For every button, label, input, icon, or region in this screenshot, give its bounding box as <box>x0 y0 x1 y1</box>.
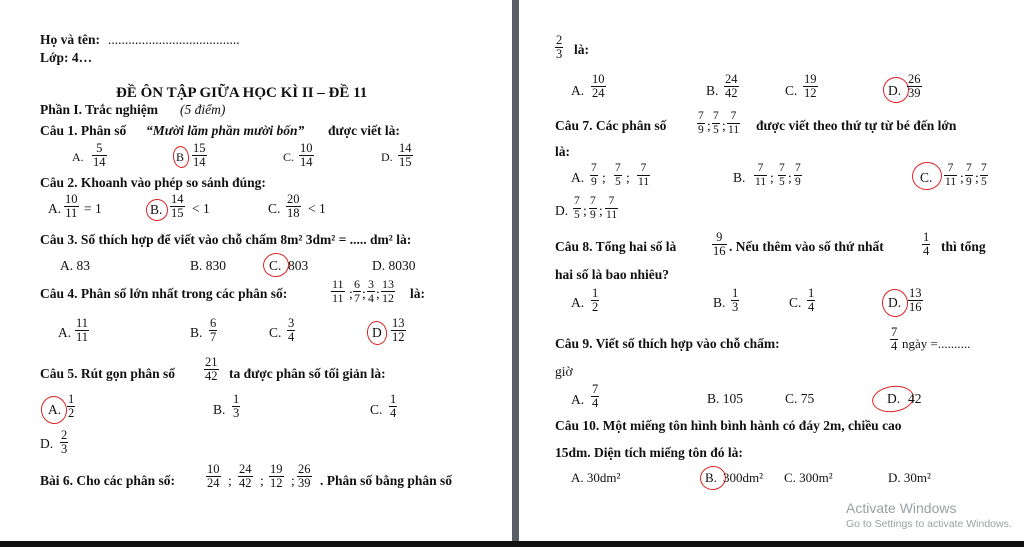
q4-option-c-label: C. <box>269 325 282 340</box>
q7-option-d-fraction-1: 7 5 <box>574 195 580 221</box>
q8-fraction-2: 1 4 <box>923 230 930 258</box>
q7-option-a-fraction-3: 7 11 <box>638 162 650 188</box>
q7-text-line2: là: <box>555 144 570 159</box>
q6-option-a-label: A. <box>571 83 585 98</box>
q7-text-post: được viết theo thứ tự từ bé đến lớn <box>756 118 957 133</box>
q10-text-line1: Câu 10. Một miếng tôn hình bình hành có đáy 2m, chiều cao <box>555 418 902 433</box>
q1-option-b-fraction: 15 14 <box>193 141 206 169</box>
q7-option-a-label: A. <box>571 170 585 185</box>
q5-option-d-fraction: 2 3 <box>61 428 68 456</box>
q4-option-a-label: A. <box>58 325 72 340</box>
q8-option-c-fraction: 1 4 <box>808 286 815 314</box>
activate-windows-title: Activate Windows <box>846 500 957 516</box>
q10-option-d: D. 30m² <box>888 470 931 485</box>
q7-option-d-fraction-3: 7 11 <box>606 195 618 221</box>
q4-list-sep-1: ; <box>349 286 353 301</box>
q7-fraction-3: 7 11 <box>728 110 740 136</box>
q7-option-b-sep-1: ; <box>770 170 774 185</box>
q9-option-b: B. 105 <box>707 391 744 406</box>
q6-sep-1: ; <box>228 473 232 488</box>
q5-fraction: 21 42 <box>205 355 218 383</box>
q6-option-c-label: C. <box>785 83 798 98</box>
q4-list-fraction-3: 3 4 <box>368 277 374 305</box>
q9-option-a-label: A. <box>571 392 585 407</box>
q2-option-b-relation: < 1 <box>192 201 210 216</box>
q4-list-fraction-1: 11 11 <box>332 277 344 305</box>
q7-option-b-fraction-2: 7 5 <box>779 162 785 188</box>
q6-text-post: . Phân số bằng phân số <box>320 473 453 488</box>
q10-option-b-label: B. <box>705 470 717 485</box>
q7-option-c-fraction-2: 7 9 <box>966 162 972 188</box>
q6-sep-2: ; <box>260 473 264 488</box>
q3-option-b: B. 830 <box>190 258 227 273</box>
q7-option-b-sep-2: ; <box>788 170 792 185</box>
q4-option-c-fraction: 3 4 <box>288 316 295 344</box>
q4-text: Câu 4. Phân số lớn nhất trong các phân số: <box>40 286 288 301</box>
q8-option-c-label: C. <box>789 295 802 310</box>
q7-option-d-fraction-2: 7 9 <box>590 195 596 221</box>
q5-text-pre: Câu 5. Rút gọn phân số <box>40 366 176 381</box>
q6-cont-tail: là: <box>574 42 589 57</box>
q8-text-line2: hai số là bao nhiêu? <box>555 267 670 282</box>
name-dots: ....................................... <box>108 32 240 47</box>
q8-text-mid: . Nếu thêm vào số thứ nhất <box>729 239 884 254</box>
part1-label: Phần I. Trắc nghiệm <box>40 102 159 117</box>
q7-option-a-fraction-1: 7 9 <box>591 162 597 188</box>
q7-fraction-1: 7 9 <box>698 110 704 136</box>
q6-fraction-3: 19 12 <box>270 462 283 490</box>
q9-option-a-fraction: 7 4 <box>592 382 599 410</box>
q9-option-c: C. 75 <box>785 391 815 406</box>
q3-option-a: A. 83 <box>60 258 90 273</box>
q5-text-post: ta được phân số tối giản là: <box>229 366 386 381</box>
q6-option-a-fraction: 10 24 <box>592 72 605 100</box>
q4-option-d-label: D <box>372 325 382 340</box>
q1-option-a-fraction: 5 14 <box>93 141 106 169</box>
q1-text-post: được viết là: <box>328 123 400 138</box>
q7-option-c-sep-2: ; <box>975 170 979 185</box>
q8-option-d-label: D. <box>888 295 902 310</box>
q7-sep-2: ; <box>722 118 726 133</box>
q5-option-d-label: D. <box>40 436 54 451</box>
q8-text-post: thì tổng <box>941 239 986 254</box>
q9-option-d-value: 42 <box>908 391 922 406</box>
q3-option-c-value: 803 <box>288 258 309 273</box>
q9-fraction: 7 4 <box>891 325 898 353</box>
q5-option-a-label: A. <box>48 402 62 417</box>
q1-option-a-label: A. <box>72 150 84 164</box>
q7-option-a-sep-1: ; <box>602 170 606 185</box>
q7-option-d-label: D. <box>555 203 569 218</box>
q1-option-c-label: C. <box>283 150 295 164</box>
q6-option-c-fraction: 19 12 <box>804 72 817 100</box>
q10-option-b-value: 300dm² <box>723 470 764 485</box>
q8-option-b-label: B. <box>713 295 726 310</box>
q7-sep-1: ; <box>707 118 711 133</box>
page-title: ĐỀ ÔN TẬP GIỮA HỌC KÌ II – ĐỀ 11 <box>116 85 368 101</box>
q4-option-b-fraction: 6 7 <box>210 316 217 344</box>
q10-option-a: A. 30dm² <box>571 470 621 485</box>
q6-option-d-fraction: 26 39 <box>908 72 921 100</box>
q8-text-pre: Câu 8. Tổng hai số là <box>555 239 677 254</box>
q5-option-c-fraction: 1 4 <box>390 392 397 420</box>
q5-option-b-fraction: 1 3 <box>233 392 240 420</box>
q1-option-d-fraction: 14 15 <box>399 141 412 169</box>
q6-fraction-4: 26 39 <box>298 462 311 490</box>
q7-option-b-fraction-1: 7 11 <box>755 162 767 188</box>
q7-option-c-fraction-3: 7 5 <box>981 162 987 188</box>
q3-option-d: D. 8030 <box>372 258 416 273</box>
q3-text: Câu 3. Số thích hợp để viết vào chỗ chấm 8m² 3dm² = ..... dm² là: <box>40 232 412 247</box>
q4-list-sep-3: ; <box>376 286 380 301</box>
q6-text-pre: Bài 6. Cho các phân số: <box>40 473 176 488</box>
q6-cont-fraction: 2 3 <box>556 33 563 61</box>
q2-option-a-fraction: 10 11 <box>65 192 78 220</box>
q2-option-a-relation: = 1 <box>84 201 102 216</box>
q3-option-c-label: C. <box>269 258 282 273</box>
q1-text-quote: “Mười lăm phần mười bốn” <box>146 123 305 138</box>
name-label: Họ và tên: <box>40 32 100 47</box>
q2-option-c-label: C. <box>268 201 281 216</box>
q2-option-c-fraction: 20 18 <box>287 192 300 220</box>
q6-fraction-2: 24 42 <box>239 462 252 490</box>
q8-option-d-fraction: 13 16 <box>909 286 922 314</box>
q1-option-c-fraction: 10 14 <box>300 141 313 169</box>
part1-points: (5 điểm) <box>180 102 226 117</box>
q6-option-d-label: D. <box>888 83 902 98</box>
q7-option-a-fraction-2: 7 5 <box>615 162 621 188</box>
q1-option-d-label: D. <box>381 150 393 164</box>
q7-option-d-sep-2: ; <box>599 203 603 218</box>
q5-option-c-label: C. <box>370 402 383 417</box>
q8-fraction-1: 9 16 <box>713 230 726 258</box>
q1-option-b-label: B <box>176 150 185 164</box>
q6-option-b-label: B. <box>706 83 719 98</box>
q9-option-d-label: D. <box>887 391 901 406</box>
activate-windows-subtitle: Go to Settings to activate Windows. <box>846 518 1012 530</box>
class-label: Lớp: 4… <box>40 50 93 65</box>
q4-tail: là: <box>410 286 425 301</box>
q10-text-line2: 15dm. Diện tích miếng tôn đó là: <box>555 445 743 460</box>
q6-fraction-1: 10 24 <box>207 462 220 490</box>
q7-option-c-label: C. <box>920 170 933 185</box>
q7-text-pre: Câu 7. Các phân số <box>555 118 667 133</box>
q4-option-d-fraction: 13 12 <box>392 316 405 344</box>
q7-option-c-sep-1: ; <box>960 170 964 185</box>
q7-option-c-fraction-1: 7 11 <box>945 162 957 188</box>
q8-option-a-fraction: 1 2 <box>592 286 599 314</box>
q2-option-b-label: B. <box>150 202 163 217</box>
taskbar-strip <box>0 541 1024 547</box>
q4-list-fraction-4: 13 12 <box>382 277 394 305</box>
q4-list-sep-2: ; <box>362 286 366 301</box>
q2-text: Câu 2. Khoanh vào phép so sánh đúng: <box>40 175 266 190</box>
q6-option-b-fraction: 24 42 <box>725 72 738 100</box>
q7-option-b-fraction-3: 7 9 <box>795 162 801 188</box>
q5-option-b-label: B. <box>213 402 226 417</box>
q4-list-fraction-2: 6 7 <box>354 277 360 305</box>
q5-option-a-fraction: 1 2 <box>68 392 75 420</box>
q9-text: Câu 9. Viết số thích hợp vào chỗ chấm: <box>555 336 780 351</box>
q9-tail: ngày =.......... <box>902 336 971 351</box>
q8-option-a-label: A. <box>571 295 585 310</box>
q6-sep-3: ; <box>291 473 295 488</box>
q8-option-b-fraction: 1 3 <box>732 286 739 314</box>
q7-option-b-label: B. <box>733 170 746 185</box>
q2-option-b-fraction: 14 15 <box>171 192 184 220</box>
q2-option-a-label: A. <box>48 201 62 216</box>
q10-option-c: C. 300m² <box>784 470 833 485</box>
q7-fraction-2: 7 5 <box>713 110 719 136</box>
q7-option-d-sep-1: ; <box>583 203 587 218</box>
q4-option-a-fraction: 11 11 <box>76 316 89 344</box>
q7-option-a-sep-2: ; <box>626 170 630 185</box>
q2-option-c-relation: < 1 <box>308 201 326 216</box>
q1-text-pre: Câu 1. Phân số <box>40 123 127 138</box>
q4-option-b-label: B. <box>190 325 203 340</box>
q9-text-line2: giờ <box>555 364 573 379</box>
